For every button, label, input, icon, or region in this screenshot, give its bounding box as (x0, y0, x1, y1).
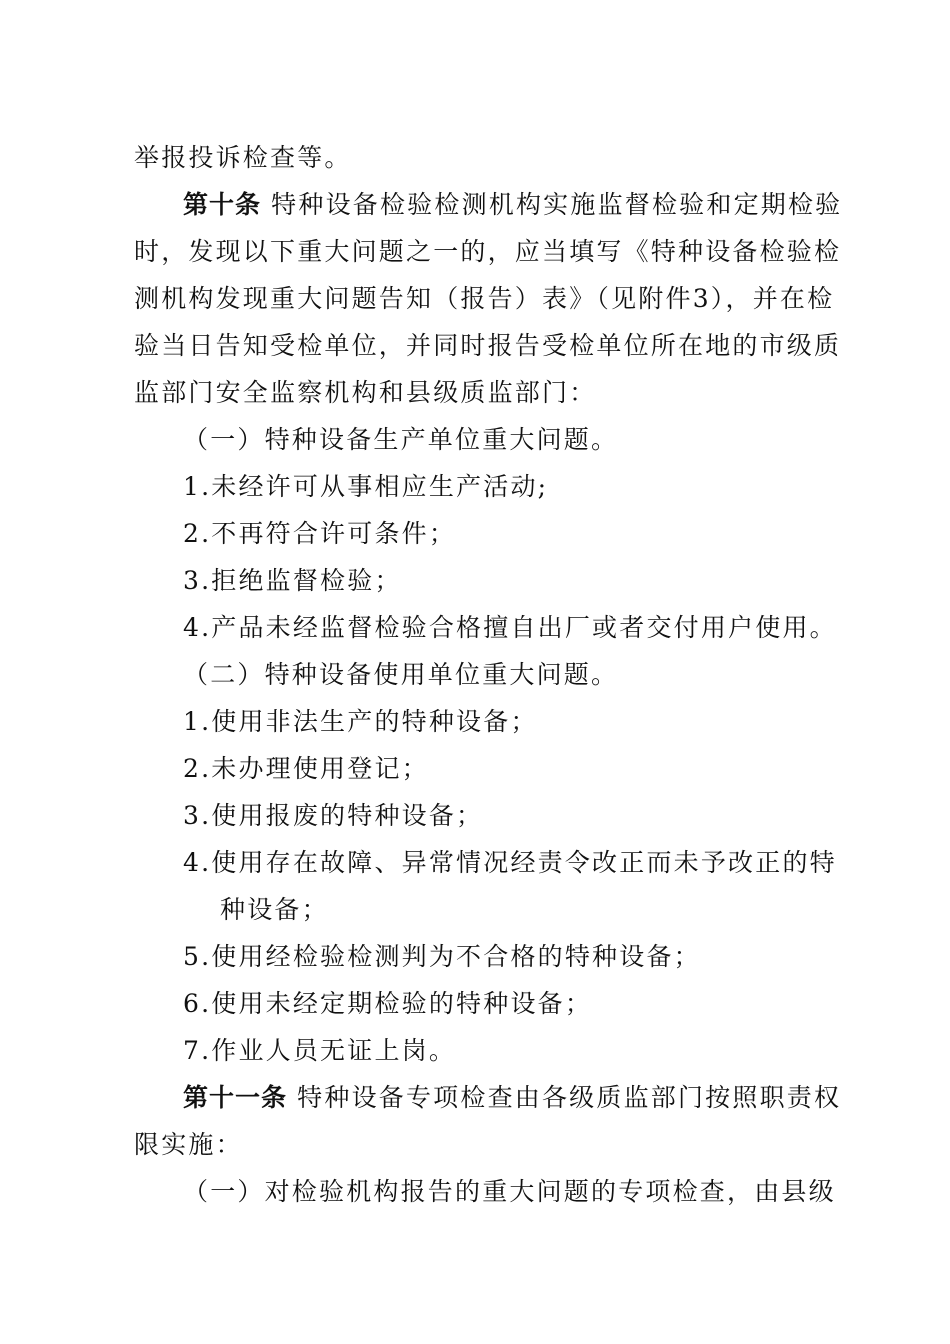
section-heading-2: （二）特种设备使用单位重大问题。 (183, 660, 619, 689)
list-item: 2.未办理使用登记； (183, 754, 429, 783)
article-heading-10: 第十条 (183, 190, 262, 219)
list-item: 6.使用未经定期检验的特种设备； (183, 989, 593, 1018)
article-11-text: 特种设备专项检查由各级质监部门按照职责权 (287, 1083, 842, 1112)
list-item: 4.产品未经监督检验合格擅自出厂或者交付用户使用。 (183, 613, 837, 642)
list-item: 4.使用存在故障、异常情况经责令改正而未予改正的特 (183, 848, 837, 877)
list-item: 1.未经许可从事相应生产活动; (183, 472, 549, 501)
text-line-22: 限实施： (134, 1130, 243, 1159)
text-line-1: 举报投诉检查等。 (134, 143, 352, 172)
list-item: 2.不再符合许可条件； (183, 519, 457, 548)
text-line-5: 验当日告知受检单位，并同时报告受检单位所在地的市级质 (134, 331, 842, 360)
list-item: 7.作业人员无证上岗。 (183, 1036, 457, 1065)
list-item: 1.使用非法生产的特种设备； (183, 707, 538, 736)
article-10-line (183, 190, 843, 224)
section-heading-3: （一）对检验机构报告的重大问题的专项检查，由县级 (183, 1177, 836, 1206)
article-11-line (183, 1083, 842, 1117)
list-item-continuation: 种设备； (220, 895, 329, 924)
list-item: 3.使用报废的特种设备； (183, 801, 484, 830)
article-10-text: 特种设备检验检测机构实施监督检验和定期检验 (261, 190, 843, 219)
text-line-4: 测机构发现重大问题告知（报告）表》（见附件3），并在检 (134, 284, 835, 313)
text-line-3: 时，发现以下重大问题之一的，应当填写《特种设备检验检 (134, 237, 842, 266)
section-heading-1: （一）特种设备生产单位重大问题。 (183, 425, 619, 454)
list-item: 5.使用经检验检测判为不合格的特种设备； (183, 942, 701, 971)
text-line-6: 监部门安全监察机构和县级质监部门： (134, 378, 597, 407)
article-heading-11: 第十一条 (183, 1083, 288, 1112)
list-item: 3.拒绝监督检验； (183, 566, 402, 595)
